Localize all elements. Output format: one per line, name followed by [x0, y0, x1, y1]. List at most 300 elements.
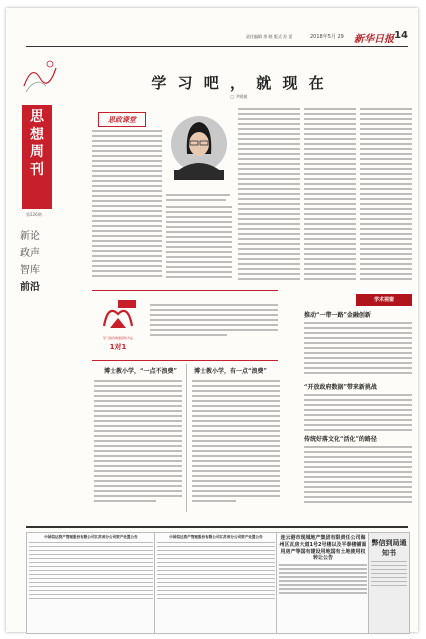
- right-column-headline: 传统好落文化“活化”的路径: [304, 436, 377, 443]
- advertisement-strip: [26, 526, 408, 636]
- text-line: [304, 158, 356, 160]
- right-column-headline: “开放政府数据”带来新挑战: [304, 384, 377, 391]
- text-line: [192, 450, 280, 452]
- ad-notice: [154, 532, 278, 634]
- text-line: [94, 415, 182, 417]
- text-line: [157, 554, 275, 556]
- text-line: [92, 140, 162, 142]
- text-line: [238, 278, 300, 280]
- text-line: [92, 220, 162, 222]
- text-line: [238, 198, 300, 200]
- text-line: [192, 455, 280, 457]
- text-line: [279, 580, 367, 582]
- text-line: [304, 113, 356, 115]
- text-line: [279, 576, 367, 578]
- text-line: [29, 578, 153, 580]
- text-line: [238, 203, 300, 205]
- text-line: [94, 475, 182, 477]
- caption-line: [166, 194, 230, 196]
- text-line: [304, 424, 412, 426]
- text-line: [29, 566, 153, 568]
- text-line: [371, 577, 407, 579]
- ad-title: 连云港市现城地产集团有限责任公司海州区瓦房大道1号2号楼以及平泰楼铺面用房产等国有建设用地国有土地使用权转让公告: [279, 535, 367, 562]
- text-line: [166, 226, 232, 228]
- text-line: [157, 582, 275, 584]
- body-column-1: [92, 130, 162, 280]
- text-line: [360, 153, 412, 155]
- text-line: [92, 150, 162, 152]
- text-line: [304, 218, 356, 220]
- text-line: [304, 108, 356, 110]
- text-line: [157, 558, 275, 560]
- text-line: [304, 193, 356, 195]
- feature-logo-caption: 学习的有效途径和方法: [102, 336, 133, 340]
- text-line: [238, 273, 300, 275]
- masthead-editor-text: 责任编辑 余 晓 版式 苏 雷: [246, 34, 293, 39]
- text-line: [238, 178, 300, 180]
- text-line: [150, 304, 278, 306]
- text-line: [94, 380, 182, 382]
- text-line: [29, 558, 153, 560]
- body-column-2: [166, 206, 232, 281]
- text-line: [92, 170, 162, 172]
- text-line: [192, 470, 280, 472]
- section-sidebar: [20, 50, 64, 490]
- text-line: [166, 266, 232, 268]
- text-line: [304, 253, 356, 255]
- newspaper-page: [6, 8, 418, 632]
- section-tag: 新论: [20, 231, 40, 242]
- text-line: [304, 419, 412, 421]
- text-line: [304, 471, 412, 473]
- text-line: [29, 594, 153, 596]
- text-line: [238, 263, 300, 265]
- text-line: [360, 143, 412, 145]
- feature-intro: [150, 304, 278, 339]
- text-line: [192, 475, 280, 477]
- text-line: [304, 143, 356, 145]
- text-line: [304, 248, 356, 250]
- text-line: [166, 211, 232, 213]
- text-line: [94, 485, 182, 487]
- text-line: [192, 380, 280, 382]
- text-line: [304, 213, 356, 215]
- text-line: [94, 410, 182, 412]
- text-line: [157, 566, 275, 568]
- text-line: [360, 208, 412, 210]
- text-line: [238, 223, 300, 225]
- text-line: [238, 188, 300, 190]
- text-line: [360, 233, 412, 235]
- feature-logo-icon: [98, 298, 138, 336]
- text-line: [371, 573, 407, 575]
- text-line: [304, 362, 412, 364]
- section-rule: [92, 290, 278, 291]
- text-line: [192, 425, 280, 427]
- text-line: [150, 334, 227, 336]
- text-line: [360, 268, 412, 270]
- text-line: [360, 273, 412, 275]
- text-line: [360, 118, 412, 120]
- text-line: [360, 188, 412, 190]
- text-line: [304, 481, 412, 483]
- text-line: [304, 198, 356, 200]
- text-line: [238, 268, 300, 270]
- text-line: [360, 148, 412, 150]
- text-line: [304, 342, 412, 344]
- text-line: [29, 542, 153, 544]
- text-line: [279, 568, 367, 570]
- text-line: [238, 248, 300, 250]
- text-line: [192, 395, 280, 397]
- text-line: [238, 213, 300, 215]
- section-rule: [92, 360, 278, 361]
- text-line: [92, 275, 162, 277]
- text-line: [304, 273, 356, 275]
- text-line: [192, 430, 280, 432]
- text-line: [29, 570, 153, 572]
- text-line: [157, 574, 275, 576]
- text-line: [371, 561, 407, 563]
- text-line: [92, 225, 162, 227]
- text-line: [304, 456, 412, 458]
- author-portrait: [166, 110, 232, 190]
- text-line: [94, 490, 182, 492]
- text-line: [360, 228, 412, 230]
- text-line: [371, 585, 407, 587]
- text-line: [304, 278, 356, 280]
- section-title-char: 想: [30, 126, 44, 143]
- academic-window-banner: 学术视窗: [356, 294, 412, 306]
- text-line: [360, 213, 412, 215]
- text-line: [238, 228, 300, 230]
- text-line: [92, 230, 162, 232]
- text-line: [304, 399, 412, 401]
- section-tag: 智库: [20, 265, 40, 276]
- text-line: [304, 394, 412, 396]
- text-line: [304, 347, 412, 349]
- text-line: [360, 223, 412, 225]
- right-column-text-1: [304, 322, 412, 377]
- text-line: [304, 208, 356, 210]
- text-line: [279, 564, 367, 566]
- text-line: [360, 123, 412, 125]
- text-line: [238, 143, 300, 145]
- text-line: [304, 238, 356, 240]
- text-line: [360, 263, 412, 265]
- text-line: [92, 145, 162, 147]
- text-line: [238, 183, 300, 185]
- text-line: [192, 490, 280, 492]
- right-column-headline: 推动“一带一路”金融创新: [304, 312, 371, 319]
- section-tags: [20, 228, 64, 296]
- text-line: [238, 208, 300, 210]
- masthead-rule: [26, 46, 408, 47]
- text-line: [371, 565, 407, 567]
- text-line: [238, 163, 300, 165]
- text-line: [238, 113, 300, 115]
- text-line: [304, 501, 412, 503]
- text-line: [92, 240, 162, 242]
- text-line: [192, 495, 280, 497]
- text-line: [360, 278, 412, 280]
- text-line: [29, 550, 153, 552]
- text-line: [166, 251, 232, 253]
- text-line: [371, 569, 407, 571]
- left-feature-text: [94, 380, 182, 505]
- text-line: [94, 390, 182, 392]
- text-line: [304, 491, 412, 493]
- text-line: [92, 135, 162, 137]
- text-line: [94, 455, 182, 457]
- text-line: [304, 153, 356, 155]
- text-line: [157, 590, 275, 592]
- text-line: [360, 138, 412, 140]
- text-line: [192, 405, 280, 407]
- text-line: [238, 118, 300, 120]
- text-line: [92, 215, 162, 217]
- text-line: [157, 570, 275, 572]
- text-line: [94, 435, 182, 437]
- text-line: [192, 415, 280, 417]
- text-line: [304, 496, 412, 498]
- text-line: [150, 319, 278, 321]
- text-line: [304, 327, 412, 329]
- text-line: [192, 410, 280, 412]
- text-line: [92, 185, 162, 187]
- section-tag: 前沿: [20, 282, 40, 293]
- text-line: [238, 238, 300, 240]
- text-line: [238, 258, 300, 260]
- text-line: [157, 594, 275, 596]
- text-line: [94, 405, 182, 407]
- text-line: [157, 586, 275, 588]
- text-line: [94, 420, 182, 422]
- text-line: [360, 113, 412, 115]
- text-line: [279, 592, 367, 594]
- ad-title: 弊信到局通知书: [371, 539, 407, 557]
- column-divider: [186, 364, 187, 512]
- text-line: [304, 188, 356, 190]
- text-line: [360, 198, 412, 200]
- text-line: [304, 148, 356, 150]
- text-line: [238, 138, 300, 140]
- article-byline: □ 尹晓敏: [230, 94, 248, 99]
- text-line: [94, 460, 182, 462]
- text-line: [304, 233, 356, 235]
- text-line: [192, 480, 280, 482]
- text-line: [304, 466, 412, 468]
- text-line: [304, 223, 356, 225]
- text-line: [360, 128, 412, 130]
- text-line: [92, 180, 162, 182]
- text-line: [238, 218, 300, 220]
- masthead: [246, 30, 408, 44]
- text-line: [166, 216, 232, 218]
- text-line: [92, 175, 162, 177]
- text-line: [166, 261, 232, 263]
- ad-title: 中国信达资产管理股份有限公司江苏省分公司资产处置公告: [44, 535, 138, 539]
- text-line: [192, 440, 280, 442]
- text-line: [238, 108, 300, 110]
- text-line: [192, 390, 280, 392]
- text-line: [192, 500, 236, 502]
- text-line: [94, 495, 182, 497]
- text-line: [304, 322, 412, 324]
- text-line: [304, 429, 412, 431]
- text-line: [94, 450, 182, 452]
- text-line: [279, 584, 367, 586]
- text-line: [92, 260, 162, 262]
- text-line: [304, 414, 412, 416]
- text-line: [166, 206, 232, 208]
- text-line: [94, 430, 182, 432]
- text-line: [238, 168, 300, 170]
- text-line: [92, 160, 162, 162]
- text-line: [238, 123, 300, 125]
- portrait-caption: [166, 194, 232, 204]
- text-line: [238, 253, 300, 255]
- text-line: [166, 231, 232, 233]
- text-line: [166, 276, 232, 278]
- text-line: [192, 460, 280, 462]
- text-line: [157, 598, 275, 600]
- body-column-4: [304, 108, 356, 283]
- text-line: [304, 486, 412, 488]
- text-line: [157, 550, 275, 552]
- text-line: [192, 420, 280, 422]
- right-column-text-2: [304, 394, 412, 434]
- text-line: [94, 500, 156, 502]
- text-line: [94, 385, 182, 387]
- text-line: [304, 133, 356, 135]
- ornament-icon: [20, 56, 60, 96]
- text-line: [192, 445, 280, 447]
- text-line: [94, 480, 182, 482]
- section-title-char: 思: [30, 109, 44, 125]
- text-line: [192, 465, 280, 467]
- text-line: [304, 168, 356, 170]
- text-line: [304, 123, 356, 125]
- text-line: [304, 228, 356, 230]
- text-line: [360, 203, 412, 205]
- paper-logo: 新华日报: [354, 34, 394, 45]
- text-line: [360, 178, 412, 180]
- text-line: [29, 562, 153, 564]
- issue-number: 第226期: [26, 212, 42, 217]
- text-line: [304, 404, 412, 406]
- ad-notice: [368, 532, 410, 634]
- text-line: [360, 108, 412, 110]
- text-line: [150, 314, 278, 316]
- text-line: [192, 385, 280, 387]
- text-line: [157, 546, 275, 548]
- text-line: [304, 163, 356, 165]
- text-line: [238, 133, 300, 135]
- ad-notice: [276, 532, 370, 634]
- text-line: [92, 210, 162, 212]
- text-line: [94, 400, 182, 402]
- text-line: [192, 400, 280, 402]
- section-title: [22, 105, 52, 209]
- text-line: [279, 572, 367, 574]
- text-line: [304, 409, 412, 411]
- text-line: [360, 238, 412, 240]
- text-line: [238, 173, 300, 175]
- text-line: [304, 183, 356, 185]
- left-subheadline: 博士教小学，“一点不浪费”: [104, 368, 177, 375]
- text-line: [166, 241, 232, 243]
- text-line: [92, 195, 162, 197]
- text-line: [157, 542, 275, 544]
- text-line: [304, 268, 356, 270]
- text-line: [360, 258, 412, 260]
- text-line: [92, 270, 162, 272]
- text-line: [304, 203, 356, 205]
- text-line: [238, 243, 300, 245]
- text-line: [94, 395, 182, 397]
- text-line: [304, 446, 412, 448]
- ad-title: 中国信达资产管理股份有限公司江苏省分公司资产处置公告: [169, 535, 263, 539]
- text-line: [304, 476, 412, 478]
- text-line: [29, 574, 153, 576]
- right-feature-text: [192, 380, 280, 505]
- text-line: [304, 337, 412, 339]
- column-badge: 思政课堂: [98, 112, 146, 127]
- text-line: [304, 461, 412, 463]
- caption-line: [166, 199, 226, 201]
- text-line: [92, 205, 162, 207]
- text-line: [192, 485, 280, 487]
- right-subheadline: 博士教小学，有一点“浪费”: [194, 368, 267, 375]
- article-headline: 学 习 吧 ， 就 现 在: [151, 74, 327, 92]
- text-line: [92, 200, 162, 202]
- text-line: [94, 445, 182, 447]
- text-line: [304, 263, 356, 265]
- text-line: [360, 248, 412, 250]
- text-line: [92, 165, 162, 167]
- text-line: [360, 133, 412, 135]
- text-line: [238, 158, 300, 160]
- body-column-3: [238, 108, 300, 283]
- text-line: [29, 590, 153, 592]
- body-column-5: [360, 108, 412, 283]
- text-line: [304, 138, 356, 140]
- text-line: [304, 332, 412, 334]
- text-line: [304, 243, 356, 245]
- text-line: [304, 367, 412, 369]
- text-line: [166, 256, 232, 258]
- text-line: [304, 173, 356, 175]
- text-line: [94, 440, 182, 442]
- text-line: [150, 324, 278, 326]
- masthead-date: 2018年5月 29: [310, 34, 344, 40]
- text-line: [360, 163, 412, 165]
- text-line: [157, 562, 275, 564]
- text-line: [238, 128, 300, 130]
- text-line: [360, 218, 412, 220]
- text-line: [304, 178, 356, 180]
- text-line: [238, 148, 300, 150]
- text-line: [304, 258, 356, 260]
- text-line: [29, 598, 153, 600]
- one-by-one-label: 1对1: [109, 343, 127, 351]
- text-line: [150, 329, 278, 331]
- text-line: [92, 265, 162, 267]
- text-line: [157, 578, 275, 580]
- text-line: [92, 235, 162, 237]
- text-line: [371, 581, 407, 583]
